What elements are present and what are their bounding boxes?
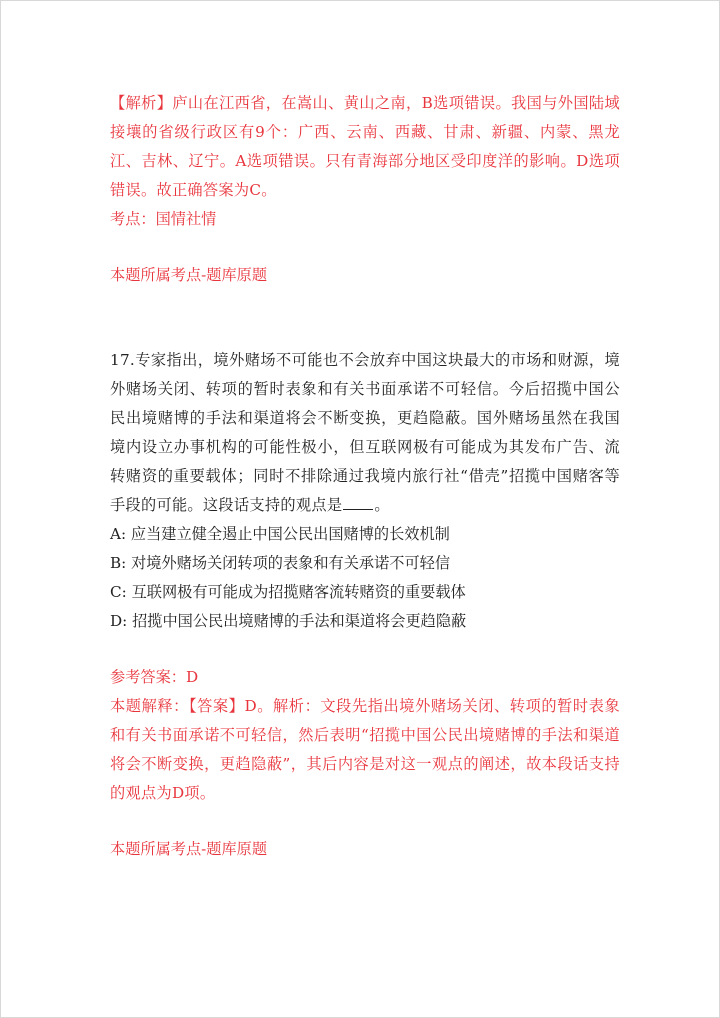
question-stem-end: 。 xyxy=(374,496,390,514)
page-content xyxy=(110,89,620,864)
question-stem xyxy=(110,346,620,520)
option-a: A: 应当建立健全遏止中国公民出国赌博的长效机制 xyxy=(110,525,450,543)
analysis-text: 庐山在江西省，在嵩山、黄山之南，B选项错误。我国与外国陆域接壤的省级行政区有9个：广西、云南、西藏、甘肃、新疆、内蒙、黑龙江、吉林、辽宁。A选项错误。只有青海部分地区受印度洋的影响。D选项错误。故正确答案为C。 xyxy=(110,94,620,199)
prev-kaodian: 考点：国情社情 xyxy=(110,210,217,228)
prev-source: 本题所属考点-题库原题 xyxy=(110,266,268,284)
option-d: D: 招揽中国公民出境赌博的手法和渠道将会更趋隐蔽 xyxy=(110,612,467,630)
option-c: C: 互联网极有可能成为招揽赌客流转赌资的重要载体 xyxy=(110,583,466,601)
question-source: 本题所属考点-题库原题 xyxy=(110,840,268,858)
option-b: B: 对境外赌场关闭转项的表象和有关承诺不可轻信 xyxy=(110,554,451,572)
reference-answer: 参考答案：D xyxy=(110,668,199,686)
question-stem-text: 17.专家指出，境外赌场不可能也不会放弃中国这块最大的市场和财源，境外赌场关闭、转项的暂时表象和有关书面承诺不可轻信。今后招揽中国公民出境赌博的手法和渠道将会不断变换，更趋隐蔽。国外赌场虽然在我国境内设立办事机构的可能性极小，但互联网极有可能成为其发布广告、流转赌资的重要载体；同时不排除通过我境内旅行社“借壳”招揽中国赌客等手段的可能。这段话支持的观点是 xyxy=(110,351,620,514)
answer-blank xyxy=(343,494,373,510)
analysis-label: 【解析】 xyxy=(110,94,173,112)
question-explanation: 本题解释：【答案】D。解析：文段先指出境外赌场关闭、转项的暂时表象和有关书面承诺不可轻信，然后表明“招揽中国公民出境赌博的手法和渠道将会不断变换，更趋隐蔽”，其后内容是对这一观点的阐述，故本段话支持的观点为D项。 xyxy=(110,697,620,802)
prev-analysis xyxy=(110,89,620,205)
